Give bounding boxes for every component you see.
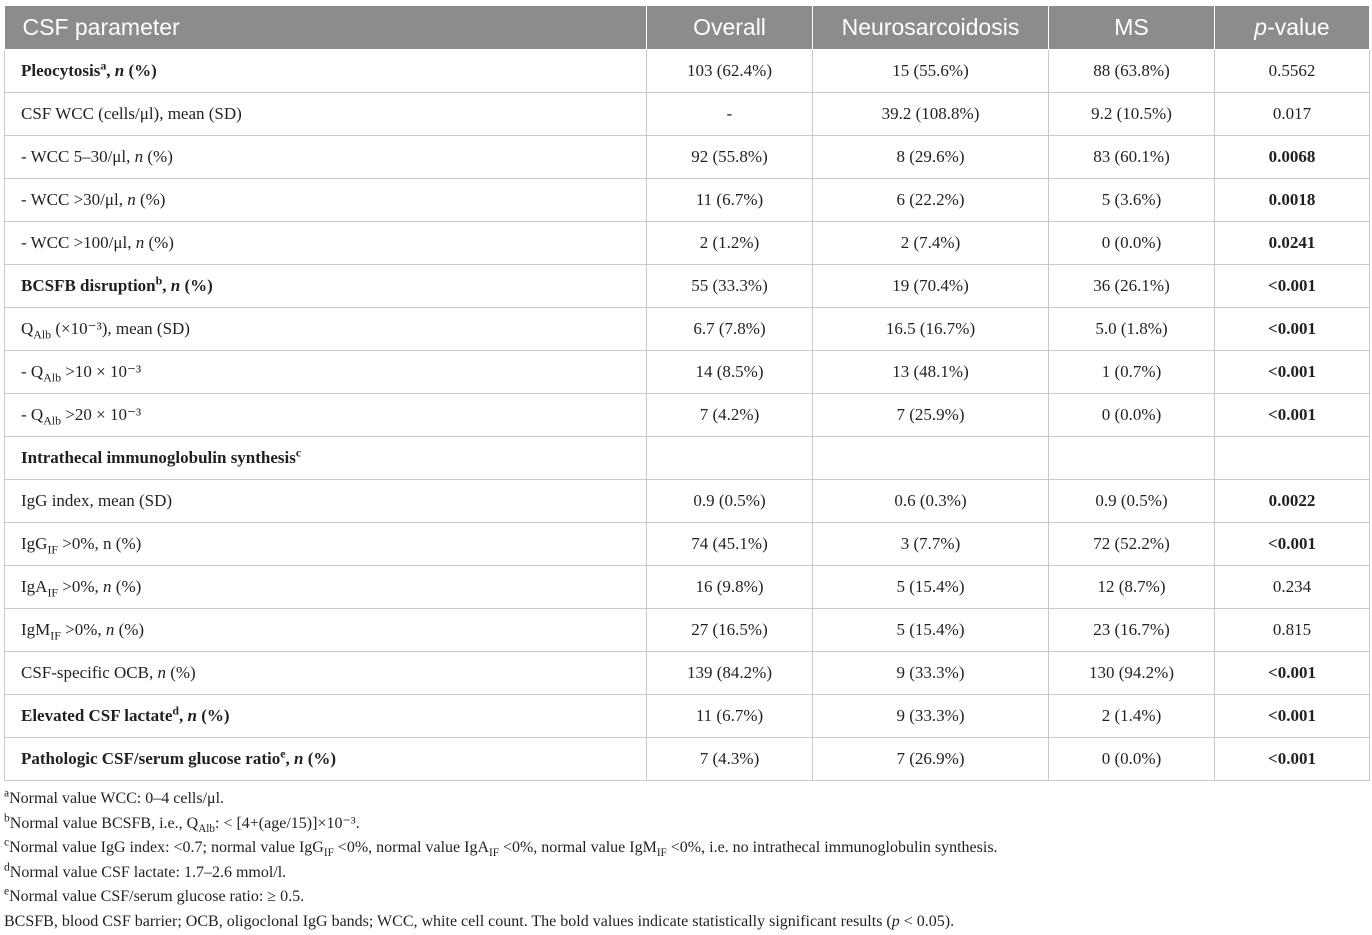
cell-overall: 74 (45.1%) xyxy=(647,523,813,566)
csf-parameter-table xyxy=(4,5,1370,781)
cell-ms: 0 (0.0%) xyxy=(1049,222,1215,265)
table-row xyxy=(5,93,1370,136)
cell-neurosarcoidosis: 19 (70.4%) xyxy=(813,265,1049,308)
cell-p-value: 0.0241 xyxy=(1215,222,1370,265)
cell-neurosarcoidosis: 2 (7.4%) xyxy=(813,222,1049,265)
footnote-b: $^b$Normal value BCSFB, i.e., $Q_{Alb}$: < [4+(age/15)]×10⁻³. xyxy=(4,812,360,835)
row-param-wcc-100: - WCC >100/μl, n (%) xyxy=(5,222,647,265)
cell-p-value: <0.001 xyxy=(1215,394,1370,437)
cell-ms xyxy=(1049,437,1215,480)
table-row xyxy=(5,265,1370,308)
cell-overall: 6.7 (7.8%) xyxy=(647,308,813,351)
cell-overall: 14 (8.5%) xyxy=(647,351,813,394)
cell-ms: 5.0 (1.8%) xyxy=(1049,308,1215,351)
cell-ms: 0 (0.0%) xyxy=(1049,394,1215,437)
table-row xyxy=(5,394,1370,437)
cell-p-value: 0.0022 xyxy=(1215,480,1370,523)
row-param-igmif: IgM$_{IF}$ >0%, n (%) xyxy=(5,609,647,652)
cell-overall: 16 (9.8%) xyxy=(647,566,813,609)
cell-ms: 36 (26.1%) xyxy=(1049,265,1215,308)
cell-neurosarcoidosis: 8 (29.6%) xyxy=(813,136,1049,179)
table-row xyxy=(5,566,1370,609)
cell-p-value: <0.001 xyxy=(1215,695,1370,738)
table-header-row xyxy=(5,6,1370,50)
cell-neurosarcoidosis: 7 (25.9%) xyxy=(813,394,1049,437)
cell-neurosarcoidosis: 15 (55.6%) xyxy=(813,50,1049,93)
cell-p-value: 0.815 xyxy=(1215,609,1370,652)
cell-ms: 0 (0.0%) xyxy=(1049,738,1215,781)
cell-ms: 1 (0.7%) xyxy=(1049,351,1215,394)
cell-overall: 11 (6.7%) xyxy=(647,179,813,222)
cell-neurosarcoidosis: 6 (22.2%) xyxy=(813,179,1049,222)
cell-overall: 27 (16.5%) xyxy=(647,609,813,652)
cell-ms: 72 (52.2%) xyxy=(1049,523,1215,566)
table-row xyxy=(5,523,1370,566)
cell-neurosarcoidosis: 5 (15.4%) xyxy=(813,609,1049,652)
footnote-a: $^a$Normal value WCC: 0–4 cells/μl. xyxy=(4,787,225,807)
row-param-igaif: IgA$_{IF}$ >0%, n (%) xyxy=(5,566,647,609)
row-param-bcsfb-disruption: BCSFB disruption$^b$, n (%) xyxy=(5,265,647,308)
footnote-c: $^c$Normal value IgG index: <0.7; normal value IgG$_{IF}$ <0%, normal value IgA$_{IF}$ <0%, normal value IgM$_{IF}$ <0%, i.e. no intrathecal immunoglobulin synthesis. xyxy=(4,836,998,860)
cell-overall: - xyxy=(647,93,813,136)
cell-p-value: <0.001 xyxy=(1215,652,1370,695)
cell-ms: 88 (63.8%) xyxy=(1049,50,1215,93)
header-csf-parameter: CSF parameter xyxy=(5,6,647,50)
cell-ms: 5 (3.6%) xyxy=(1049,179,1215,222)
row-param-igg-index: IgG index, mean (SD) xyxy=(5,480,647,523)
row-param-pathologic-glucose-ratio: Pathologic CSF/serum glucose ratio$^e$, n (%) xyxy=(5,738,647,781)
row-param-intrathecal-synthesis: Intrathecal immunoglobulin synthesis$^c$ xyxy=(5,437,647,480)
cell-overall: 11 (6.7%) xyxy=(647,695,813,738)
table-row xyxy=(5,222,1370,265)
cell-p-value: <0.001 xyxy=(1215,523,1370,566)
cell-ms: 0.9 (0.5%) xyxy=(1049,480,1215,523)
table-footnotes xyxy=(4,787,1368,935)
cell-overall: 7 (4.3%) xyxy=(647,738,813,781)
cell-neurosarcoidosis: 13 (48.1%) xyxy=(813,351,1049,394)
cell-p-value: <0.001 xyxy=(1215,738,1370,781)
row-param-wcc-30: - WCC >30/μl, n (%) xyxy=(5,179,647,222)
cell-neurosarcoidosis: 7 (26.9%) xyxy=(813,738,1049,781)
cell-neurosarcoidosis xyxy=(813,437,1049,480)
table-row xyxy=(5,136,1370,179)
header-ms: MS xyxy=(1049,6,1215,50)
cell-neurosarcoidosis: 9 (33.3%) xyxy=(813,652,1049,695)
table-row xyxy=(5,351,1370,394)
cell-p-value: <0.001 xyxy=(1215,265,1370,308)
footnote-d: $^d$Normal value CSF lactate: 1.7–2.6 mmol/l. xyxy=(4,861,287,881)
table-row xyxy=(5,179,1370,222)
cell-neurosarcoidosis: 39.2 (108.8%) xyxy=(813,93,1049,136)
cell-p-value: <0.001 xyxy=(1215,308,1370,351)
row-param-qalb-10: - $Q_{Alb} >10 \times 10^{-3}$ xyxy=(5,351,647,394)
cell-neurosarcoidosis: 9 (33.3%) xyxy=(813,695,1049,738)
row-param-qalb: $Q_{Alb}$ (×10⁻³), mean (SD) xyxy=(5,308,647,351)
cell-p-value: 0.5562 xyxy=(1215,50,1370,93)
cell-ms: 9.2 (10.5%) xyxy=(1049,93,1215,136)
cell-neurosarcoidosis: 5 (15.4%) xyxy=(813,566,1049,609)
row-param-wcc-5-30: - WCC 5–30/μl, n (%) xyxy=(5,136,647,179)
cell-neurosarcoidosis: 16.5 (16.7%) xyxy=(813,308,1049,351)
cell-ms: 130 (94.2%) xyxy=(1049,652,1215,695)
row-param-pleocytosis: Pleocytosis$^a$, n (%) xyxy=(5,50,647,93)
row-param-iggif: IgG$_{IF}$ >0%, n (%) xyxy=(5,523,647,566)
cell-overall: 92 (55.8%) xyxy=(647,136,813,179)
table-row xyxy=(5,50,1370,93)
cell-p-value: 0.017 xyxy=(1215,93,1370,136)
row-param-elevated-csf-lactate: Elevated CSF lactate$^d$, n (%) xyxy=(5,695,647,738)
cell-overall: 103 (62.4%) xyxy=(647,50,813,93)
cell-overall: 7 (4.2%) xyxy=(647,394,813,437)
cell-p-value: <0.001 xyxy=(1215,351,1370,394)
footnote-abbreviations: BCSFB, blood CSF barrier; OCB, oligoclonal IgG bands; WCC, white cell count. The bold values indicate statistically significant results (p < 0.05). xyxy=(4,912,955,930)
footnote-e: $^e$Normal value CSF/serum glucose ratio: ≥ 0.5. xyxy=(4,886,305,906)
row-param-csf-wcc: CSF WCC (cells/μl), mean (SD) xyxy=(5,93,647,136)
table-row xyxy=(5,437,1370,480)
table-row xyxy=(5,308,1370,351)
table-row xyxy=(5,652,1370,695)
cell-neurosarcoidosis: 0.6 (0.3%) xyxy=(813,480,1049,523)
cell-neurosarcoidosis: 3 (7.7%) xyxy=(813,523,1049,566)
cell-p-value: 0.234 xyxy=(1215,566,1370,609)
cell-ms: 12 (8.7%) xyxy=(1049,566,1215,609)
table-row xyxy=(5,480,1370,523)
cell-overall: 139 (84.2%) xyxy=(647,652,813,695)
row-param-csf-specific-ocb: CSF-specific OCB, n (%) xyxy=(5,652,647,695)
cell-overall: 2 (1.2%) xyxy=(647,222,813,265)
cell-p-value: 0.0018 xyxy=(1215,179,1370,222)
cell-p-value: 0.0068 xyxy=(1215,136,1370,179)
cell-overall: 0.9 (0.5%) xyxy=(647,480,813,523)
header-overall: Overall xyxy=(647,6,813,50)
cell-ms: 83 (60.1%) xyxy=(1049,136,1215,179)
cell-ms: 23 (16.7%) xyxy=(1049,609,1215,652)
cell-overall: 55 (33.3%) xyxy=(647,265,813,308)
table-row xyxy=(5,695,1370,738)
table-row xyxy=(5,738,1370,781)
row-param-qalb-20: - $Q_{Alb} >20 \times 10^{-3}$ xyxy=(5,394,647,437)
cell-overall xyxy=(647,437,813,480)
cell-ms: 2 (1.4%) xyxy=(1049,695,1215,738)
cell-p-value xyxy=(1215,437,1370,480)
header-p-value: p-value xyxy=(1215,6,1370,50)
header-neurosarcoidosis: Neurosarcoidosis xyxy=(813,6,1049,50)
table-row xyxy=(5,609,1370,652)
